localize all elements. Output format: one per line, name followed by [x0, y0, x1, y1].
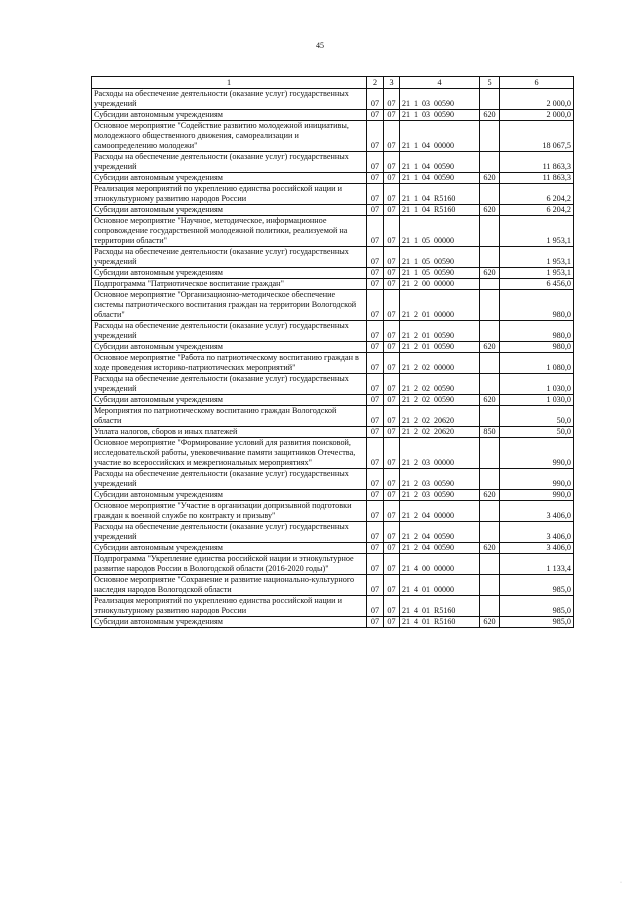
row-expense-type: 620 — [480, 205, 500, 216]
row-target-code: 21 2 02 20620 — [400, 427, 480, 438]
row-amount: 50,0 — [500, 406, 574, 427]
row-expense-type: 620 — [480, 490, 500, 501]
row-expense-type: 620 — [480, 173, 500, 184]
table-row — [92, 575, 574, 596]
table-row — [92, 353, 574, 374]
row-name: Мероприятия по патриотическому воспитанию граждан Вологодской области — [92, 406, 367, 427]
row-name: Расходы на обеспечение деятельности (оказание услуг) государственных учреждений — [92, 247, 367, 268]
row-section: 07 — [367, 184, 384, 205]
row-name: Основное мероприятие "Участие в организации допризывной подготовки граждан к военной службе по контракту и призыву" — [92, 501, 367, 522]
row-name: Расходы на обеспечение деятельности (оказание услуг) государственных учреждений — [92, 469, 367, 490]
row-amount: 1 080,0 — [500, 353, 574, 374]
row-amount: 985,0 — [500, 596, 574, 617]
row-amount: 1 030,0 — [500, 374, 574, 395]
row-target-code: 21 1 05 00590 — [400, 247, 480, 268]
row-expense-type — [480, 438, 500, 469]
row-section: 07 — [367, 279, 384, 290]
row-section: 07 — [367, 342, 384, 353]
row-section: 07 — [367, 596, 384, 617]
row-expense-type: 620 — [480, 342, 500, 353]
row-amount: 6 204,2 — [500, 205, 574, 216]
row-expense-type — [480, 596, 500, 617]
row-name: Субсидии автономным учреждениям — [92, 205, 367, 216]
row-expense-type — [480, 321, 500, 342]
row-name: Реализация мероприятий по укреплению единства российской нации и этнокультурному развитию народов России — [92, 596, 367, 617]
table-row — [92, 110, 574, 121]
table-row — [92, 490, 574, 501]
row-name: Расходы на обеспечение деятельности (оказание услуг) государственных учреждений — [92, 89, 367, 110]
row-expense-type — [480, 353, 500, 374]
row-amount: 980,0 — [500, 342, 574, 353]
row-expense-type — [480, 575, 500, 596]
row-subsection: 07 — [384, 438, 400, 469]
row-expense-type — [480, 184, 500, 205]
row-section: 07 — [367, 438, 384, 469]
row-target-code: 21 2 03 00000 — [400, 438, 480, 469]
row-subsection: 07 — [384, 617, 400, 628]
row-amount: 50,0 — [500, 427, 574, 438]
row-target-code: 21 2 03 00590 — [400, 490, 480, 501]
row-amount: 6 204,2 — [500, 184, 574, 205]
row-amount: 990,0 — [500, 438, 574, 469]
row-name: Основное мероприятие "Работа по патриотическому воспитанию граждан в ходе проведения историко-патриотических мероприятий" — [92, 353, 367, 374]
row-subsection: 07 — [384, 522, 400, 543]
row-subsection: 07 — [384, 490, 400, 501]
row-subsection: 07 — [384, 342, 400, 353]
row-name: Расходы на обеспечение деятельности (оказание услуг) государственных учреждений — [92, 321, 367, 342]
row-section: 07 — [367, 490, 384, 501]
row-target-code: 21 1 03 00590 — [400, 89, 480, 110]
row-expense-type — [480, 247, 500, 268]
row-expense-type — [480, 522, 500, 543]
row-subsection: 07 — [384, 216, 400, 247]
row-subsection: 07 — [384, 596, 400, 617]
table-row — [92, 522, 574, 543]
row-subsection: 07 — [384, 121, 400, 152]
row-name: Субсидии автономным учреждениям — [92, 342, 367, 353]
table-row — [92, 469, 574, 490]
row-amount: 2 000,0 — [500, 110, 574, 121]
row-section: 07 — [367, 617, 384, 628]
row-name: Субсидии автономным учреждениям — [92, 268, 367, 279]
row-section: 07 — [367, 110, 384, 121]
row-section: 07 — [367, 205, 384, 216]
row-amount: 980,0 — [500, 290, 574, 321]
row-name: Уплата налогов, сборов и иных платежей — [92, 427, 367, 438]
row-target-code: 21 4 01 R5160 — [400, 596, 480, 617]
table-row — [92, 501, 574, 522]
row-target-code: 21 2 02 00590 — [400, 374, 480, 395]
row-subsection: 07 — [384, 501, 400, 522]
row-subsection: 07 — [384, 173, 400, 184]
row-subsection: 07 — [384, 279, 400, 290]
row-name: Подпрограмма "Укрепление единства российской нации и этнокультурное развитие народов России в Вологодской области (2016-2020 годы)" — [92, 554, 367, 575]
row-subsection: 07 — [384, 353, 400, 374]
row-amount: 1 953,1 — [500, 268, 574, 279]
row-amount: 990,0 — [500, 469, 574, 490]
row-amount: 3 406,0 — [500, 501, 574, 522]
row-section: 07 — [367, 216, 384, 247]
table-row — [92, 89, 574, 110]
row-section: 07 — [367, 152, 384, 173]
row-expense-type: 620 — [480, 268, 500, 279]
row-section: 07 — [367, 268, 384, 279]
table-row — [92, 406, 574, 427]
table-row — [92, 268, 574, 279]
table-row — [92, 543, 574, 554]
row-section: 07 — [367, 89, 384, 110]
row-amount: 3 406,0 — [500, 543, 574, 554]
row-target-code: 21 4 01 R5160 — [400, 617, 480, 628]
table-row — [92, 617, 574, 628]
row-subsection: 07 — [384, 268, 400, 279]
table-row — [92, 121, 574, 152]
table-row — [92, 342, 574, 353]
row-subsection: 07 — [384, 184, 400, 205]
row-amount: 1 953,1 — [500, 247, 574, 268]
row-subsection: 07 — [384, 406, 400, 427]
row-amount: 980,0 — [500, 321, 574, 342]
row-subsection: 07 — [384, 374, 400, 395]
row-expense-type — [480, 501, 500, 522]
row-section: 07 — [367, 353, 384, 374]
row-name: Основное мероприятие "Научное, методическое, информационное сопровождение государственной молодежной политики, реализуемой на территории области" — [92, 216, 367, 247]
row-amount: 2 000,0 — [500, 89, 574, 110]
row-target-code: 21 1 05 00000 — [400, 216, 480, 247]
row-name: Расходы на обеспечение деятельности (оказание услуг) государственных учреждений — [92, 152, 367, 173]
row-section: 07 — [367, 522, 384, 543]
table-row — [92, 596, 574, 617]
row-expense-type: 850 — [480, 427, 500, 438]
row-expense-type: 620 — [480, 617, 500, 628]
row-expense-type — [480, 279, 500, 290]
row-section: 07 — [367, 575, 384, 596]
row-target-code: 21 2 02 20620 — [400, 406, 480, 427]
row-name: Основное мероприятие "Сохранение и развитие национально-культурного наследия народов Вологодской области — [92, 575, 367, 596]
table-row — [92, 247, 574, 268]
table-row — [92, 321, 574, 342]
row-subsection: 07 — [384, 89, 400, 110]
row-section: 07 — [367, 469, 384, 490]
row-name: Субсидии автономным учреждениям — [92, 173, 367, 184]
row-amount: 18 067,5 — [500, 121, 574, 152]
table-row — [92, 216, 574, 247]
table-body — [92, 89, 574, 628]
row-name: Субсидии автономным учреждениям — [92, 543, 367, 554]
header-col-5: 5 — [480, 77, 500, 89]
table-row — [92, 173, 574, 184]
row-expense-type — [480, 89, 500, 110]
row-subsection: 07 — [384, 554, 400, 575]
row-target-code: 21 1 04 00590 — [400, 173, 480, 184]
row-target-code: 21 1 05 00590 — [400, 268, 480, 279]
row-expense-type — [480, 121, 500, 152]
row-target-code: 21 1 04 00590 — [400, 152, 480, 173]
table-header-row — [92, 77, 574, 89]
row-section: 07 — [367, 427, 384, 438]
row-expense-type — [480, 290, 500, 321]
row-amount: 985,0 — [500, 617, 574, 628]
row-name: Подпрограмма "Патриотическое воспитание граждан" — [92, 279, 367, 290]
row-name: Субсидии автономным учреждениям — [92, 617, 367, 628]
scan-mark: · — [620, 880, 622, 886]
row-subsection: 07 — [384, 469, 400, 490]
row-subsection: 07 — [384, 110, 400, 121]
row-section: 07 — [367, 290, 384, 321]
row-subsection: 07 — [384, 427, 400, 438]
table-row — [92, 290, 574, 321]
row-target-code: 21 2 01 00590 — [400, 342, 480, 353]
row-target-code: 21 2 00 00000 — [400, 279, 480, 290]
table-row — [92, 395, 574, 406]
row-name: Реализация мероприятий по укреплению единства российской нации и этнокультурному развитию народов России — [92, 184, 367, 205]
row-section: 07 — [367, 374, 384, 395]
row-name: Основное мероприятие "Организационно-методическое обеспечение системы патриотического воспитания граждан на территории Вологодской области" — [92, 290, 367, 321]
header-col-1: 1 — [92, 77, 367, 89]
row-expense-type — [480, 469, 500, 490]
row-name: Расходы на обеспечение деятельности (оказание услуг) государственных учреждений — [92, 522, 367, 543]
header-col-4: 4 — [400, 77, 480, 89]
row-subsection: 07 — [384, 290, 400, 321]
row-amount: 6 456,0 — [500, 279, 574, 290]
row-expense-type — [480, 374, 500, 395]
row-target-code: 21 2 04 00590 — [400, 543, 480, 554]
row-expense-type — [480, 216, 500, 247]
row-amount: 11 863,3 — [500, 173, 574, 184]
row-target-code: 21 1 04 R5160 — [400, 205, 480, 216]
row-name: Расходы на обеспечение деятельности (оказание услуг) государственных учреждений — [92, 374, 367, 395]
row-subsection: 07 — [384, 543, 400, 554]
table-row — [92, 438, 574, 469]
table-row — [92, 279, 574, 290]
row-expense-type: 620 — [480, 395, 500, 406]
budget-table — [91, 76, 574, 628]
page-number: 45 — [316, 41, 324, 50]
table-row — [92, 554, 574, 575]
row-target-code: 21 2 01 00590 — [400, 321, 480, 342]
row-section: 07 — [367, 554, 384, 575]
row-target-code: 21 2 04 00000 — [400, 501, 480, 522]
row-target-code: 21 2 02 00000 — [400, 353, 480, 374]
header-col-6: 6 — [500, 77, 574, 89]
row-section: 07 — [367, 121, 384, 152]
row-target-code: 21 4 00 00000 — [400, 554, 480, 575]
row-target-code: 21 1 04 R5160 — [400, 184, 480, 205]
row-target-code: 21 4 01 00000 — [400, 575, 480, 596]
row-expense-type — [480, 152, 500, 173]
table-row — [92, 205, 574, 216]
row-section: 07 — [367, 247, 384, 268]
row-name: Основное мероприятие "Формирование условий для развития поисковой, исследовательской работы, увековечивание памяти защитников Отечества, участие во всероссийских и межрегиональных мероприятиях" — [92, 438, 367, 469]
row-expense-type — [480, 554, 500, 575]
row-amount: 1 953,1 — [500, 216, 574, 247]
row-target-code: 21 2 02 00590 — [400, 395, 480, 406]
table-row — [92, 152, 574, 173]
row-section: 07 — [367, 543, 384, 554]
row-subsection: 07 — [384, 247, 400, 268]
row-subsection: 07 — [384, 321, 400, 342]
row-target-code: 21 2 01 00000 — [400, 290, 480, 321]
row-section: 07 — [367, 406, 384, 427]
row-section: 07 — [367, 321, 384, 342]
row-name: Субсидии автономным учреждениям — [92, 110, 367, 121]
row-target-code: 21 2 03 00590 — [400, 469, 480, 490]
table-row — [92, 184, 574, 205]
header-col-2: 2 — [367, 77, 384, 89]
row-target-code: 21 1 03 00590 — [400, 110, 480, 121]
table-row — [92, 427, 574, 438]
row-subsection: 07 — [384, 395, 400, 406]
row-amount: 3 406,0 — [500, 522, 574, 543]
row-target-code: 21 2 04 00590 — [400, 522, 480, 543]
row-subsection: 07 — [384, 152, 400, 173]
row-name: Основное мероприятие "Содействие развитию молодежной инициативы, молодежного общественного движения, самореализации и самоопределению молодежи" — [92, 121, 367, 152]
row-expense-type: 620 — [480, 543, 500, 554]
row-expense-type: 620 — [480, 110, 500, 121]
table-row — [92, 374, 574, 395]
row-amount: 11 863,3 — [500, 152, 574, 173]
row-amount: 985,0 — [500, 575, 574, 596]
row-expense-type — [480, 406, 500, 427]
row-section: 07 — [367, 395, 384, 406]
row-name: Субсидии автономным учреждениям — [92, 490, 367, 501]
row-section: 07 — [367, 501, 384, 522]
row-amount: 990,0 — [500, 490, 574, 501]
row-target-code: 21 1 04 00000 — [400, 121, 480, 152]
row-amount: 1 030,0 — [500, 395, 574, 406]
header-col-3: 3 — [384, 77, 400, 89]
row-subsection: 07 — [384, 205, 400, 216]
row-subsection: 07 — [384, 575, 400, 596]
row-name: Субсидии автономным учреждениям — [92, 395, 367, 406]
row-section: 07 — [367, 173, 384, 184]
row-amount: 1 133,4 — [500, 554, 574, 575]
